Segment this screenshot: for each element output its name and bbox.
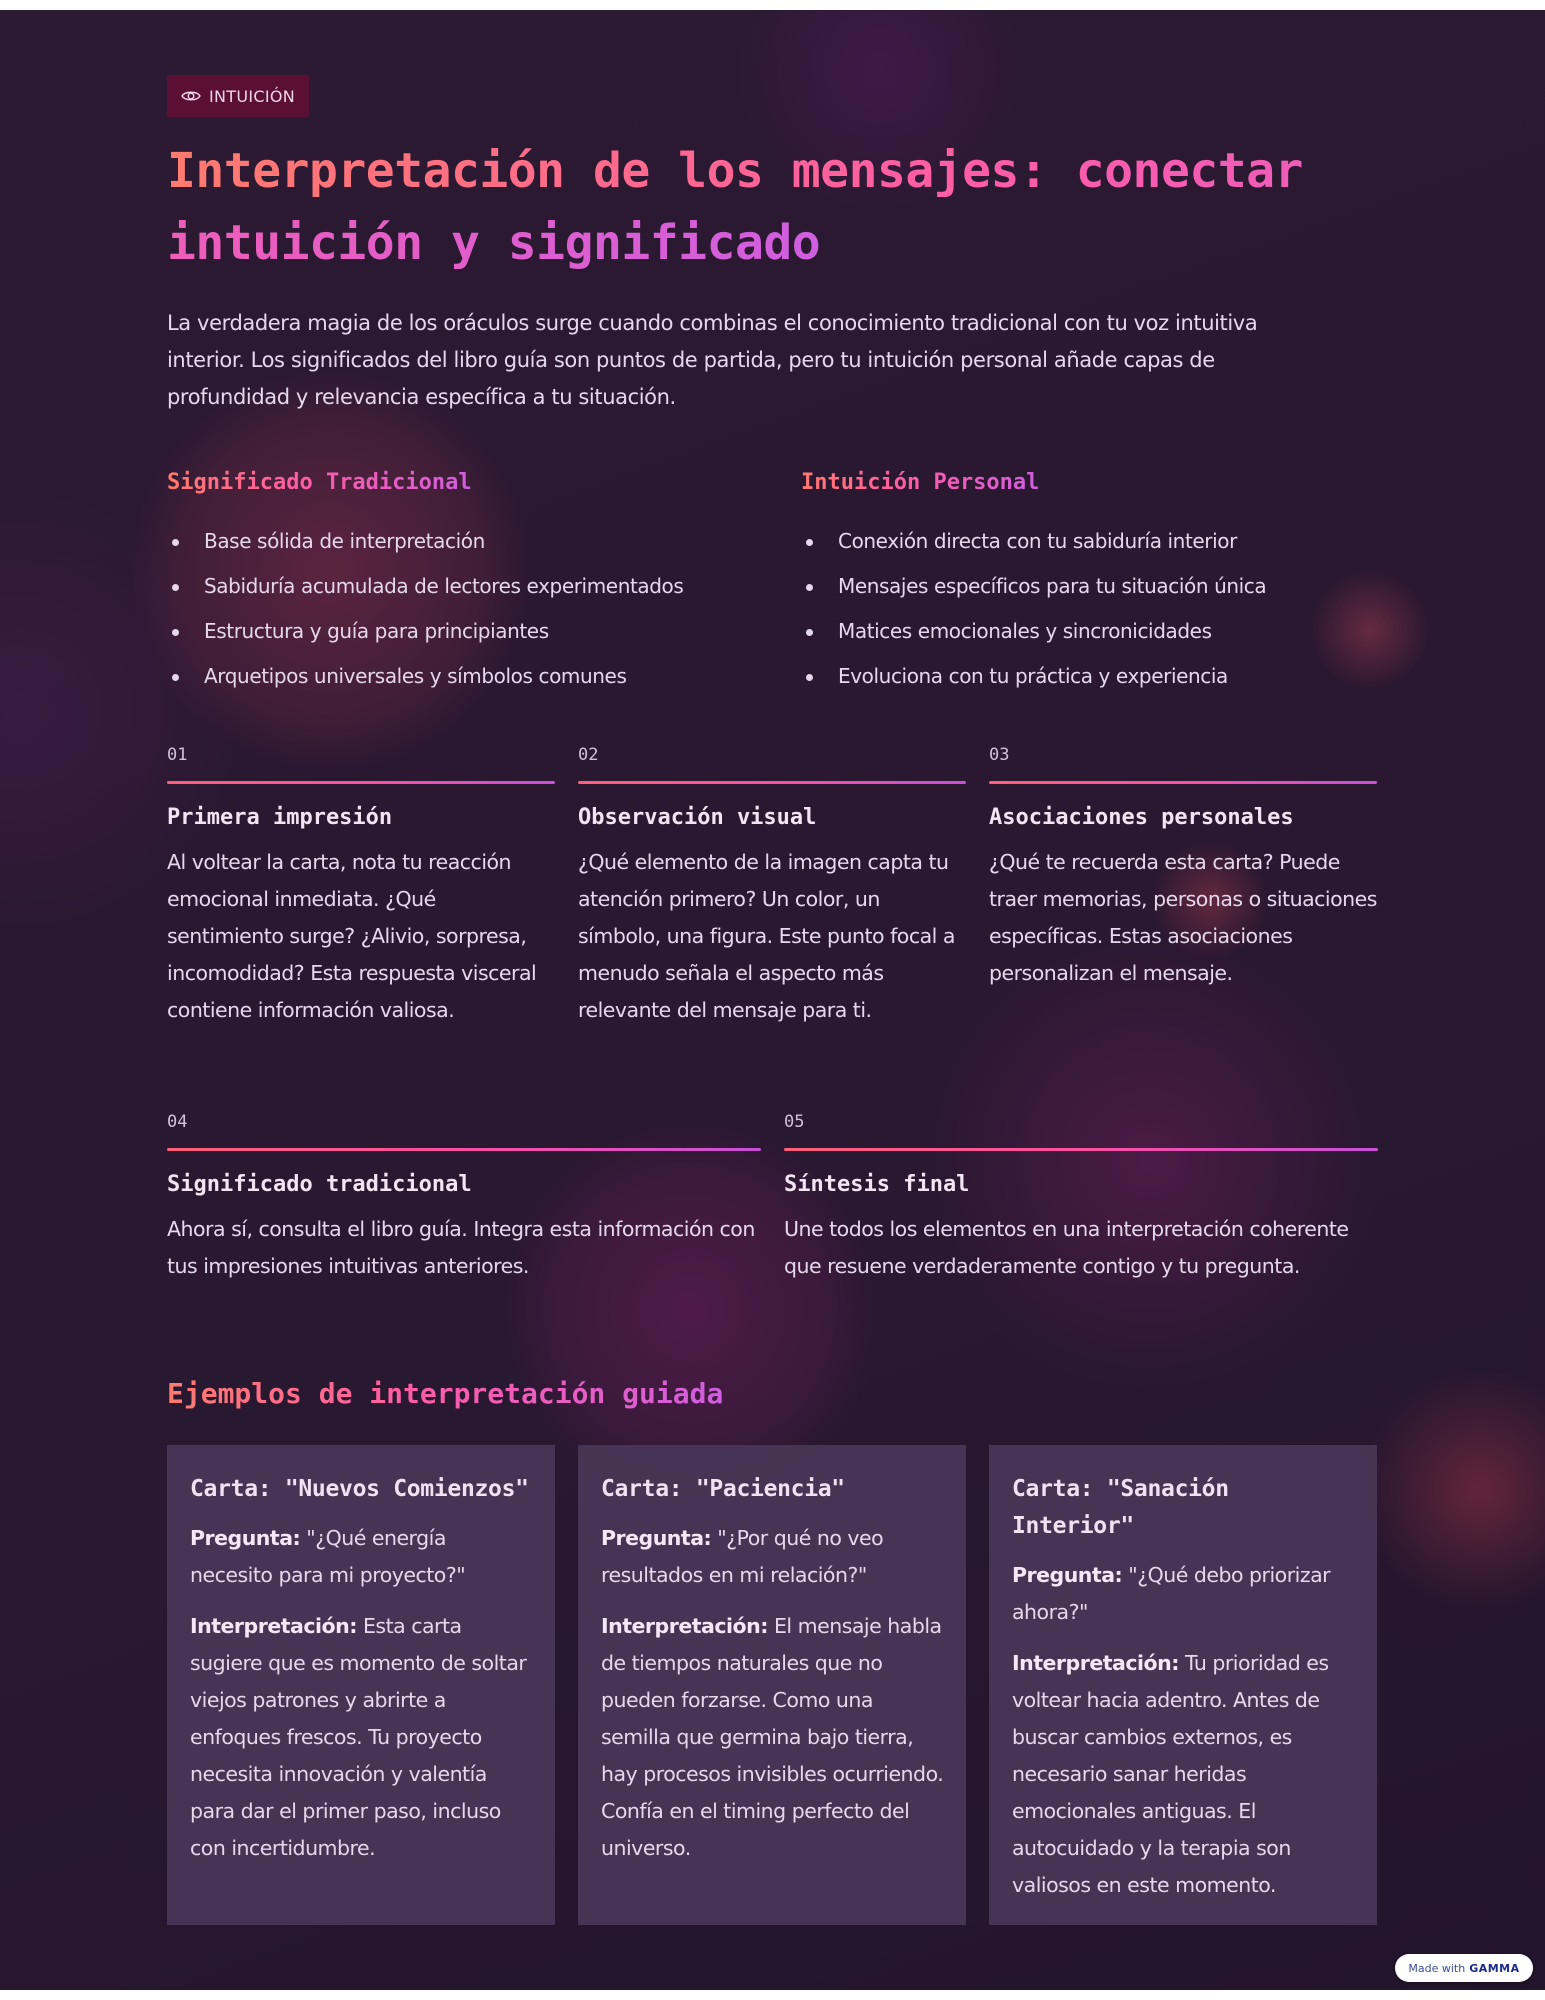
card-question — [190, 1520, 533, 1594]
step-number: 03 — [989, 745, 1010, 765]
gamma-prefix: Made with — [1408, 1961, 1466, 1975]
list-item: Evoluciona con tu práctica y experiencia — [801, 654, 1401, 699]
intuition-heading: Intuición Personal — [801, 465, 1039, 501]
question-text: "¿Por qué no veo resultados en mi relación?" — [601, 1526, 884, 1587]
traditional-heading: Significado Tradicional — [167, 465, 472, 501]
example-card-3 — [989, 1445, 1377, 1925]
step-3 — [989, 743, 1377, 992]
list-item: Base sólida de interpretación — [167, 519, 767, 564]
question-label: Pregunta: — [1012, 1563, 1123, 1587]
question-text: "¿Qué debo priorizar ahora?" — [1012, 1563, 1331, 1624]
step-4 — [167, 1110, 761, 1285]
section-badge — [167, 75, 309, 117]
card-title: Carta: "Sanación Interior" — [1012, 1476, 1229, 1539]
card-interpretation — [1012, 1645, 1355, 1904]
traditional-list — [167, 519, 767, 699]
badge-label: INTUICIÓN — [209, 86, 296, 106]
step-divider — [167, 1148, 761, 1151]
step-number: 04 — [167, 1112, 188, 1132]
traditional-column — [167, 465, 767, 699]
list-item: Arquetipos universales y símbolos comunes — [167, 654, 767, 699]
list-item: Sabiduría acumulada de lectores experimentados — [167, 564, 767, 609]
interpretation-label: Interpretación: — [190, 1614, 357, 1638]
interpretation-label: Interpretación: — [1012, 1651, 1179, 1675]
step-divider — [167, 781, 555, 784]
step-number: 02 — [578, 745, 599, 765]
page-title-text: Interpretación de los mensajes: conectar intuición y significado — [167, 143, 1303, 271]
step-text: Une todos los elementos en una interpretación coherente que resuene verdaderamente contigo y tu pregunta. — [784, 1217, 1349, 1278]
step-text: Al voltear la carta, nota tu reacción emocional inmediata. ¿Qué sentimiento surge? ¿Alivio, sorpresa, incomodidad? Esta respuesta visceral contiene información valiosa. — [167, 850, 537, 1022]
step-1 — [167, 743, 555, 1029]
intuition-column — [801, 465, 1401, 699]
example-card-2 — [578, 1445, 966, 1925]
step-2 — [578, 743, 966, 1029]
step-5 — [784, 1110, 1378, 1285]
question-label: Pregunta: — [190, 1526, 301, 1550]
card-title: Carta: "Nuevos Comienzos" — [190, 1476, 529, 1502]
eye-icon — [181, 89, 201, 103]
interpretation-text: El mensaje habla de tiempos naturales que no pueden forzarse. Como una semilla que germina bajo tierra, hay procesos invisibles ocurriendo. Confía en el timing perfecto del universo. — [601, 1614, 944, 1860]
step-text: Ahora sí, consulta el libro guía. Integra esta información con tus impresiones intuitivas anteriores. — [167, 1217, 755, 1278]
card-title: Carta: "Paciencia" — [601, 1476, 845, 1502]
made-with-gamma-button[interactable] — [1395, 1954, 1533, 1982]
example-card-1 — [167, 1445, 555, 1925]
card-question — [601, 1520, 944, 1594]
interpretation-text: Esta carta sugiere que es momento de soltar viejos patrones y abrirte a enfoques frescos. Tu proyecto necesita innovación y valentía para dar el primer paso, incluso con incertidumbre. — [190, 1614, 527, 1860]
step-divider — [784, 1148, 1378, 1151]
interpretation-label: Interpretación: — [601, 1614, 768, 1638]
step-divider — [578, 781, 966, 784]
step-text: ¿Qué te recuerda esta carta? Puede traer memorias, personas o situaciones específicas. Estas asociaciones personalizan el mensaje. — [989, 850, 1377, 985]
page-background — [0, 10, 1545, 1990]
step-title: Observación visual — [578, 805, 817, 830]
step-text: ¿Qué elemento de la imagen capta tu atención primero? Un color, un símbolo, una figura. Este punto focal a menudo señala el aspecto más relevante del mensaje para ti. — [578, 850, 955, 1022]
step-title: Primera impresión — [167, 805, 393, 830]
list-item: Matices emocionales y sincronicidades — [801, 609, 1401, 654]
card-question — [1012, 1557, 1355, 1631]
step-title: Asociaciones personales — [989, 805, 1294, 830]
intuition-list — [801, 519, 1401, 699]
question-label: Pregunta: — [601, 1526, 712, 1550]
step-number: 05 — [784, 1112, 805, 1132]
card-interpretation — [601, 1608, 944, 1867]
examples-heading: Ejemplos de interpretación guiada — [167, 1372, 723, 1416]
step-title: Significado tradicional — [167, 1172, 472, 1197]
list-item: Estructura y guía para principiantes — [167, 609, 767, 654]
list-item: Conexión directa con tu sabiduría interior — [801, 519, 1401, 564]
step-divider — [989, 781, 1377, 784]
page-title — [167, 135, 1379, 279]
step-title: Síntesis final — [784, 1172, 970, 1197]
gamma-logo: GAMMA — [1469, 1961, 1520, 1975]
card-interpretation — [190, 1608, 533, 1867]
intro-paragraph: La verdadera magia de los oráculos surge cuando combinas el conocimiento tradicional con tu voz intuitiva interior. Los significados del libro guía son puntos de partida, pero tu intuición personal añade capas de profundidad y relevancia específica a tu situación. — [167, 311, 1258, 409]
step-number: 01 — [167, 745, 188, 765]
question-text: "¿Qué energía necesito para mi proyecto?" — [190, 1526, 466, 1587]
interpretation-text: Tu prioridad es voltear hacia adentro. Antes de buscar cambios externos, es necesario sanar heridas emocionales antiguas. El autocuidado y la terapia son valiosos en este momento. — [1012, 1651, 1329, 1897]
list-item: Mensajes específicos para tu situación única — [801, 564, 1401, 609]
